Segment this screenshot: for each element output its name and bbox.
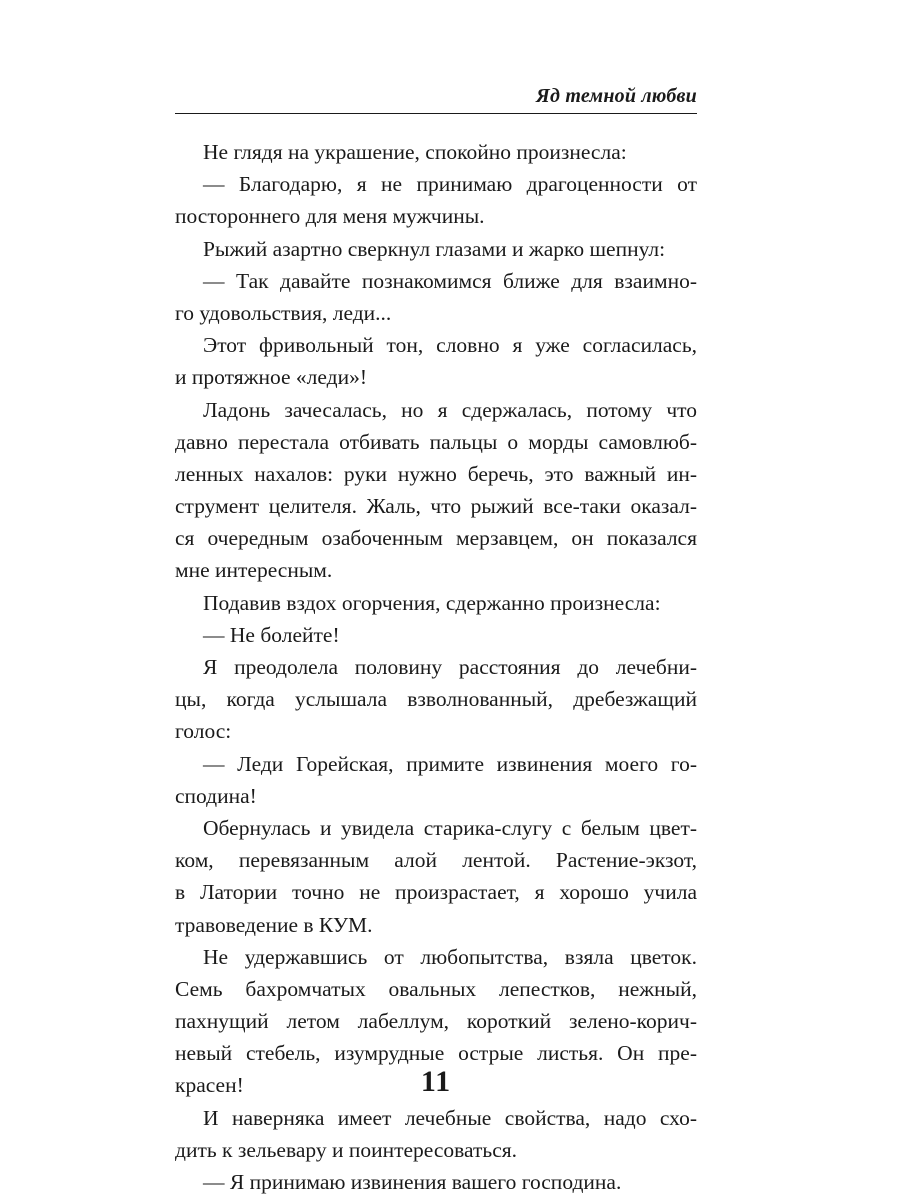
text-line: Рыжий азартно сверкнул глазами и жарко шепнул: xyxy=(203,236,666,261)
text-line: — Леди Горейская, примите извинения моего го- xyxy=(203,751,697,776)
text-line: в Латории точно не произрастает, я хорошо учила xyxy=(175,880,697,905)
page-number: 11 xyxy=(420,1065,452,1098)
text-line: голос: xyxy=(175,719,232,744)
text-line: Не глядя на украшение, спокойно произнесла: xyxy=(203,140,627,164)
text-line: мне интересным. xyxy=(175,558,333,583)
text-line: го удовольствия, леди... xyxy=(175,300,392,325)
text-line: Этот фривольный тон, словно я уже согласилась, xyxy=(203,333,697,358)
text-line: Ладонь зачесалась, но я сдержалась, потому что xyxy=(203,397,697,422)
running-head: Яд темной любви xyxy=(536,85,697,107)
text-line: ком, перевязанным алой лентой. Растение-экзот, xyxy=(175,848,697,873)
text-line: Не удержавшись от любопытства, взяла цветок. xyxy=(203,944,697,969)
text-line: красен! xyxy=(175,1073,244,1098)
text-line: струмент целителя. Жаль, что рыжий все-таки оказал- xyxy=(175,494,697,519)
body-text xyxy=(175,136,697,1198)
text-line: и протяжное «леди»! xyxy=(175,365,367,390)
text-line: — Так давайте познакомимся ближе для взаимно- xyxy=(203,268,697,293)
text-line: — Я принимаю извинения вашего господина. xyxy=(203,1170,622,1194)
text-line: ся очередным озабоченным мерзавцем, он показался xyxy=(175,526,697,551)
text-line: ленных нахалов: руки нужно беречь, это важный ин- xyxy=(175,461,697,486)
text-line: постороннего для меня мужчины. xyxy=(175,204,485,229)
text-line: — Не болейте! xyxy=(203,622,340,647)
text-line: давно перестала отбивать пальцы о морды самовлюб- xyxy=(175,429,697,454)
text-line: — Благодарю, я не принимаю драгоценности от xyxy=(203,172,697,197)
text-line: пахнущий летом лабеллум, короткий зелено-корич- xyxy=(175,1009,697,1034)
text-line: Обернулась и увидела старика-слугу с белым цвет- xyxy=(203,815,697,840)
text-line: Семь бахромчатых овальных лепестков, нежный, xyxy=(175,976,697,1001)
text-line: дить к зельевару и поинтересоваться. xyxy=(175,1137,518,1162)
text-line: Подавив вздох огорчения, сдержанно произнесла: xyxy=(203,590,661,615)
text-line: И наверняка имеет лечебные свойства, надо схо- xyxy=(203,1105,697,1130)
text-line: Я преодолела половину расстояния до лечебни- xyxy=(203,655,697,679)
text-line: сподина! xyxy=(175,783,257,808)
header-rule xyxy=(175,113,697,114)
text-line: травоведение в КУМ. xyxy=(175,912,373,937)
text-line: цы, когда услышала взволнованный, дребезжащий xyxy=(175,687,697,712)
text-line: невый стебель, изумрудные острые листья. Он пре- xyxy=(175,1041,697,1066)
